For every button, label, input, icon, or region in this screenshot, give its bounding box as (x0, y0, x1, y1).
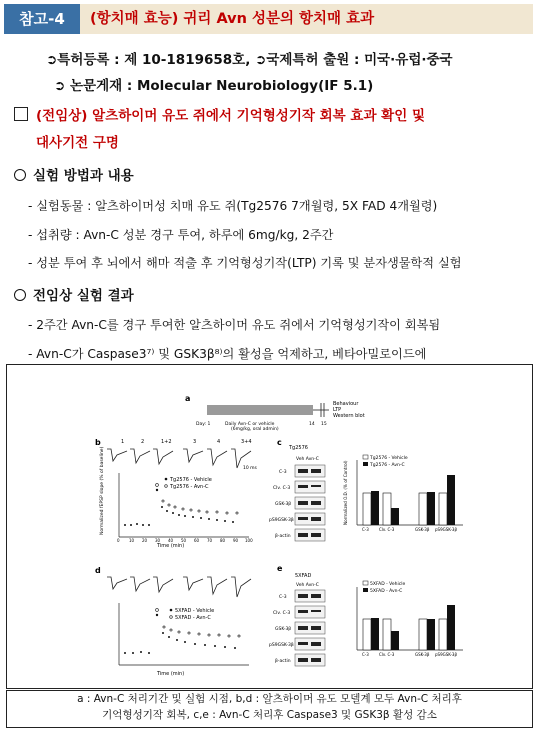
svg-text:50: 50 (181, 538, 187, 543)
panel-e-legend-1: 5XFAD - Vehicle (370, 582, 406, 587)
panel-b-ylabel: Normalized fEPSP slope (% of baseline) (100, 446, 105, 535)
checkbox-square-icon (14, 107, 28, 121)
svg-text:60: 60 (194, 538, 200, 543)
summary-line-2: 대사기전 구명 (36, 135, 119, 151)
svg-text:pS9GSK-3β: pS9GSK-3β (435, 527, 458, 532)
figure-panel (6, 364, 533, 689)
svg-text:40: 40 (168, 538, 174, 543)
svg-text:0: 0 (117, 538, 120, 543)
summary-line-1: (전임상) 알츠하이머 유도 쥐에서 기억형성기작 회복 효과 확인 및 (36, 108, 426, 124)
svg-text:Veh Avn-C: Veh Avn-C (296, 583, 319, 588)
method-item-1: - 실험동물 : 알츠하이머성 치매 유도 쥐(Tg2576 7개월령, 5X FAD 4개월령) (28, 199, 438, 213)
svg-text:Veh Avn-C: Veh Avn-C (296, 457, 319, 462)
panel-b-xlabel: Time (min) (157, 543, 185, 549)
svg-text:pS9GSK-3β: pS9GSK-3β (269, 643, 294, 648)
section-heading-text: 실험 방법과 내용 (33, 168, 134, 184)
svg-text:100: 100 (245, 538, 253, 543)
result-item-2: - Avn-C가 Caspase3⁷⁾ 및 GSK3β⁸⁾의 활성을 억제하고, 베타아밀로이드에 (28, 347, 427, 361)
panel-b-label: b (95, 438, 101, 447)
panel-c-xcats (362, 527, 457, 532)
reference-tag: 참고-4 (4, 4, 80, 34)
panel-b-traces (107, 449, 251, 468)
panel-a-label: a (185, 394, 191, 403)
figure-svg (7, 365, 532, 688)
svg-text:4: 4 (217, 439, 221, 445)
panel-e-blots (295, 590, 325, 666)
svg-text:GSK-3β: GSK-3β (415, 652, 430, 657)
patent-line: ➲특허등록 : 제 10-1819658호, ➲국제특허 출원 : 미국·유럽·중국 (46, 52, 453, 68)
section-heading-methods (14, 164, 134, 184)
svg-text:3: 3 (193, 439, 197, 445)
panel-e-bars (363, 605, 455, 650)
circle-bullet-icon (14, 169, 26, 181)
svg-text:90: 90 (233, 538, 239, 543)
svg-text:3+4: 3+4 (241, 439, 252, 445)
treatment-label: Daily Avn-C or vehicle (225, 422, 275, 427)
section-heading-text: 전임상 실험 결과 (33, 288, 134, 304)
svg-text:pS9GSK-3β: pS9GSK-3β (269, 518, 294, 523)
svg-text:Clv. C-3: Clv. C-3 (379, 652, 395, 657)
caption-line-1: a : Avn-C 처리기간 및 실험 시점, b,d : 알츠하이머 유도 모델계 모두 Avn-C 처리후 (77, 693, 462, 705)
svg-text:GSK-3β: GSK-3β (275, 502, 292, 507)
svg-text:1: 1 (121, 439, 125, 445)
section-heading-results (14, 284, 134, 304)
page-title: (항치매 효능) 귀리 Avn 성분의 항치매 효과 (90, 11, 375, 27)
svg-text:80: 80 (220, 538, 226, 543)
svg-text:70: 70 (207, 538, 213, 543)
panel-d-xlabel: Time (min) (157, 671, 185, 677)
panel-c-label: c (277, 438, 282, 447)
panel-e-label: e (277, 564, 283, 573)
svg-text:20: 20 (142, 538, 148, 543)
panel-b-legend-1: Tg2576 - Vehicle (170, 477, 212, 483)
panel-c-legend-1: Tg2576 - Vehicle (370, 456, 408, 461)
result-item-1: - 2주간 Avn-C를 경구 투여한 알츠하이머 유도 쥐에서 기억형성기작이 회복됨 (28, 318, 441, 332)
after-label-1: Behaviour (333, 401, 359, 407)
circle-bullet-icon (14, 289, 26, 301)
panel-e-blot-labels (269, 594, 294, 664)
method-item-2: - 섭취량 : Avn-C 성분 경구 투여, 하루에 6mg/kg, 2주간 (28, 228, 334, 242)
panel-d-label: d (95, 566, 101, 575)
svg-text:C-3: C-3 (362, 652, 369, 657)
panel-d-legend-1: 5XFAD - Vehicle (175, 608, 215, 614)
svg-text:1+2: 1+2 (161, 439, 172, 445)
panel-c-bars (363, 475, 455, 525)
panel-e-legend-2: 5XFAD - Avn-C (370, 589, 403, 594)
svg-text:C-3: C-3 (362, 527, 369, 532)
panel-d-traces (107, 577, 251, 597)
after-label-2: LTP (333, 407, 342, 413)
publication-line: ➲ 논문게재 : Molecular Neurobiology(IF 5.1) (54, 78, 374, 94)
method-item-3: - 성분 투여 후 뇌에서 해마 적출 후 기억형성기작(LTP) 기록 및 분자생물학적 실험 (28, 256, 462, 270)
svg-text:C-3: C-3 (279, 470, 287, 475)
svg-text:pS9GSK-3β: pS9GSK-3β (435, 652, 458, 657)
dose-label: (6mg/kg, oral admin) (231, 427, 279, 432)
svg-text:Clv. C-3: Clv. C-3 (379, 527, 395, 532)
svg-text:2: 2 (141, 439, 145, 445)
svg-text:β-actin: β-actin (275, 659, 291, 664)
svg-text:10 ms: 10 ms (243, 466, 257, 471)
panel-c-blot-labels (269, 469, 294, 539)
day-15-label: 15 (321, 422, 327, 427)
svg-text:30: 30 (155, 538, 161, 543)
svg-text:C-3: C-3 (279, 595, 287, 600)
day-14-label: 14 (309, 422, 315, 427)
figure-caption (6, 690, 533, 728)
panel-e-xcats (362, 652, 457, 657)
after-label-3: Western blot (333, 413, 365, 419)
panel-b-legend-2: Tg2576 - Avn-C (170, 484, 209, 490)
svg-text:Clv. C-3: Clv. C-3 (273, 486, 291, 491)
svg-text:10: 10 (129, 538, 135, 543)
svg-text:Clv. C-3: Clv. C-3 (273, 611, 291, 616)
svg-text:GSK-3β: GSK-3β (275, 627, 292, 632)
svg-text:5XFAD: 5XFAD (295, 573, 312, 579)
panel-b-xticks (117, 538, 253, 543)
panel-c-blots (295, 465, 325, 541)
panel-c-legend-2: Tg2576 - Avn-C (370, 463, 405, 468)
treatment-bar (207, 405, 313, 415)
panel-c-ylabel: Normalized O.D. (% of Control) (343, 460, 348, 525)
svg-text:β-actin: β-actin (275, 534, 291, 539)
svg-text:Tg2576: Tg2576 (289, 445, 308, 451)
panel-d-legend-2: 5XFAD - Avn-C (175, 615, 211, 621)
caption-line-2: 기억형성기작 회복, c,e : Avn-C 처리후 Caspase3 및 GSK3β 활성 감소 (102, 709, 437, 721)
panel-b-vehicle-series (124, 489, 234, 526)
svg-text:GSK-3β: GSK-3β (415, 527, 430, 532)
day-start-label: Day: 1 (196, 422, 211, 427)
